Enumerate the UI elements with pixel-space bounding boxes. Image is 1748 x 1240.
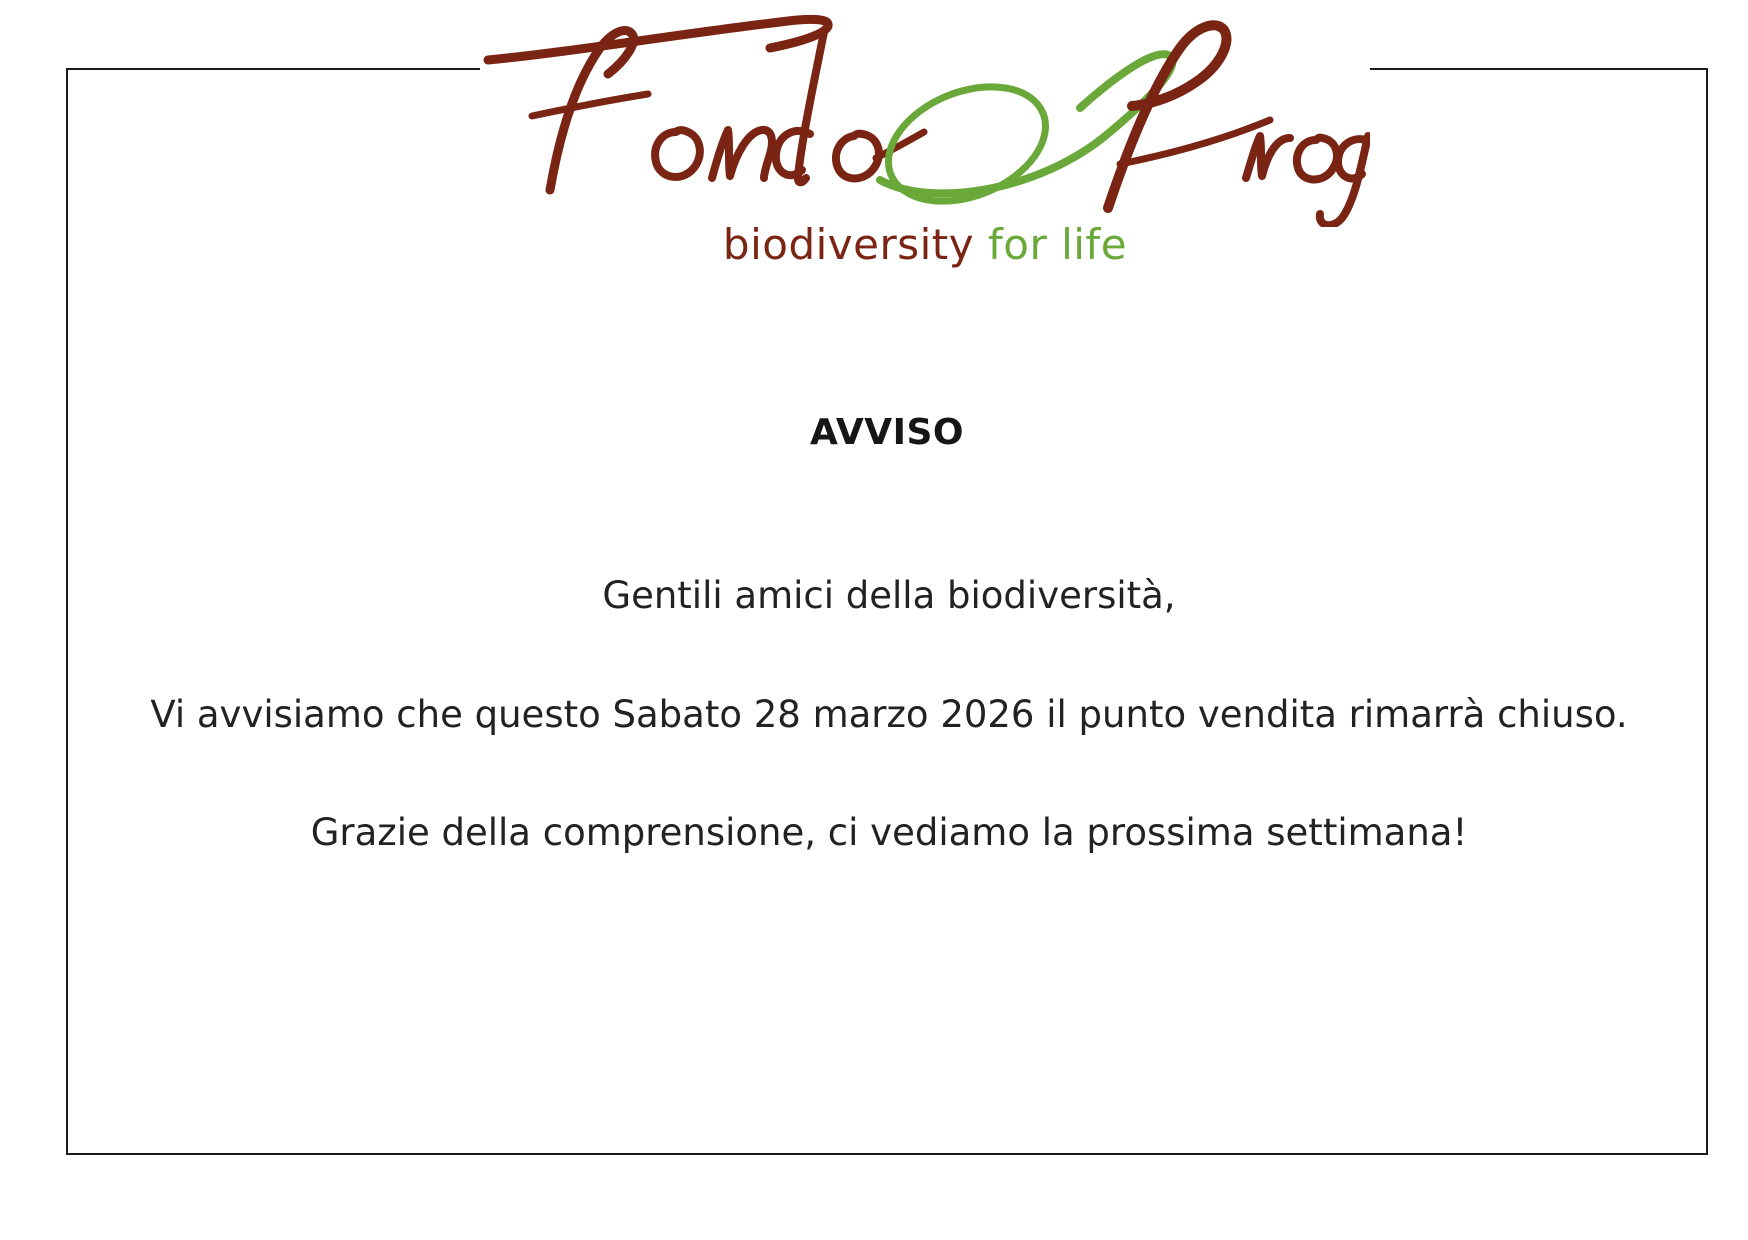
logo [480, 12, 1370, 282]
notice-paragraph-main: Vi avvisiamo che questo Sabato 28 marzo 2026 il punto vendita rimarrà chiuso. [150, 692, 1628, 736]
notice-text-block [96, 570, 1682, 860]
page-title: AVVISO [809, 412, 965, 453]
notice-paragraph-greeting: Gentili amici della biodiversità, [602, 574, 1176, 617]
notice-paragraph-closing: Grazie della comprensione, ci vediamo la prossima settimana! [310, 811, 1468, 855]
logo-tagline [480, 220, 1370, 269]
logo-script-icon [480, 12, 1370, 227]
logo-tagline-primary: biodiversity [722, 220, 975, 269]
logo-tagline-secondary: for life [987, 220, 1128, 269]
